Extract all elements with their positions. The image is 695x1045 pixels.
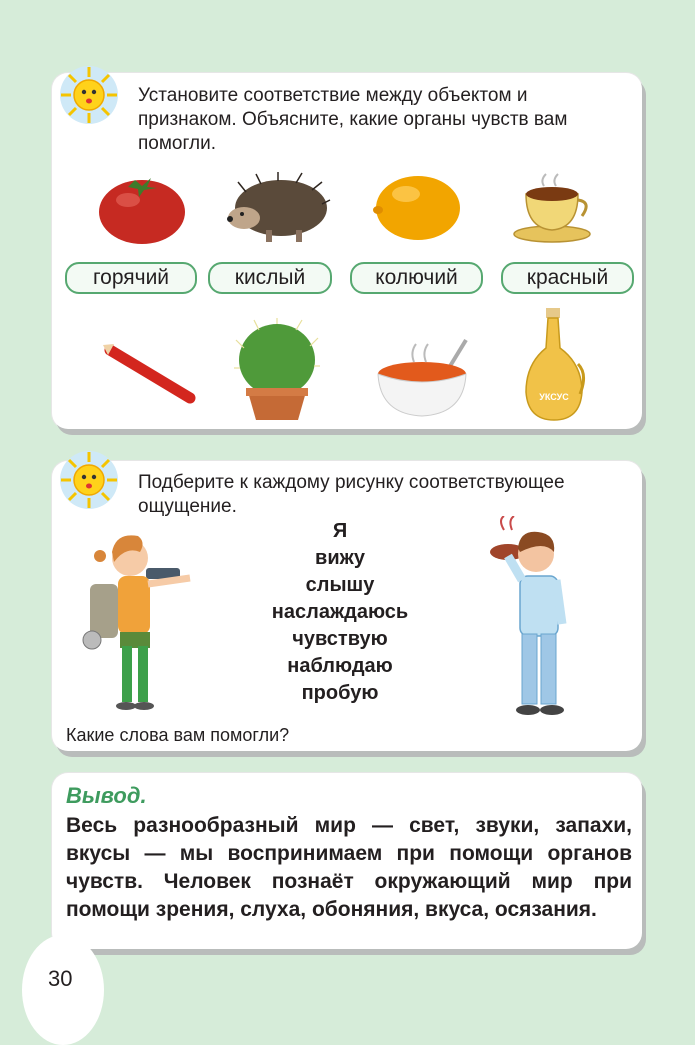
soup-bowl-image (374, 334, 472, 420)
sun-icon (58, 449, 120, 511)
task2-question: Какие слова вам помогли? (66, 725, 290, 745)
vinegar-bottle-image (522, 308, 586, 422)
conclusion-title: Вывод. (66, 783, 147, 808)
hedgehog-image (226, 172, 331, 244)
task1-instruction: Установите соответствие между объектом и признаком. Объясните, какие органы чувств вам помогли. (138, 85, 568, 154)
tea-cup-image (510, 170, 596, 244)
boy-smelling-food-image (490, 516, 590, 722)
sun-icon (58, 64, 120, 126)
vinegar-label: УКСУС (539, 392, 569, 402)
task2-instruction: Подберите к каждому рисунку соответствующее ощущение. (138, 472, 565, 517)
word-feel[interactable]: чувствую (292, 628, 388, 650)
conclusion-text: Весь разнообразный мир — свет, звуки, запахи, вкусы — мы воспринимаем при помощи органов чувств. Человек познаёт окружающий мир при помощи зрения, слуха, обоняния, вкуса, осязания. (66, 814, 632, 921)
red-pencil-image (100, 342, 198, 406)
word-i[interactable]: Я (332, 520, 348, 542)
word-taste[interactable]: пробую (301, 682, 379, 704)
word-see[interactable]: вижу (315, 547, 365, 569)
cactus-image (234, 318, 320, 422)
girl-with-binoculars-image (82, 522, 202, 712)
page-number: 30 (48, 966, 73, 991)
tomato-image (95, 170, 190, 246)
lemon-image (371, 172, 466, 244)
word-hear[interactable]: слышу (305, 574, 375, 596)
word-observe[interactable]: наблюдаю (287, 655, 393, 677)
tag-prickly[interactable]: колючий (350, 262, 483, 294)
tag-sour[interactable]: кислый (208, 262, 332, 294)
tag-hot[interactable]: горячий (65, 262, 197, 294)
tag-red[interactable]: красный (501, 262, 634, 294)
sensation-word-list (240, 518, 440, 707)
word-enjoy[interactable]: наслаждаюсь (271, 601, 409, 623)
